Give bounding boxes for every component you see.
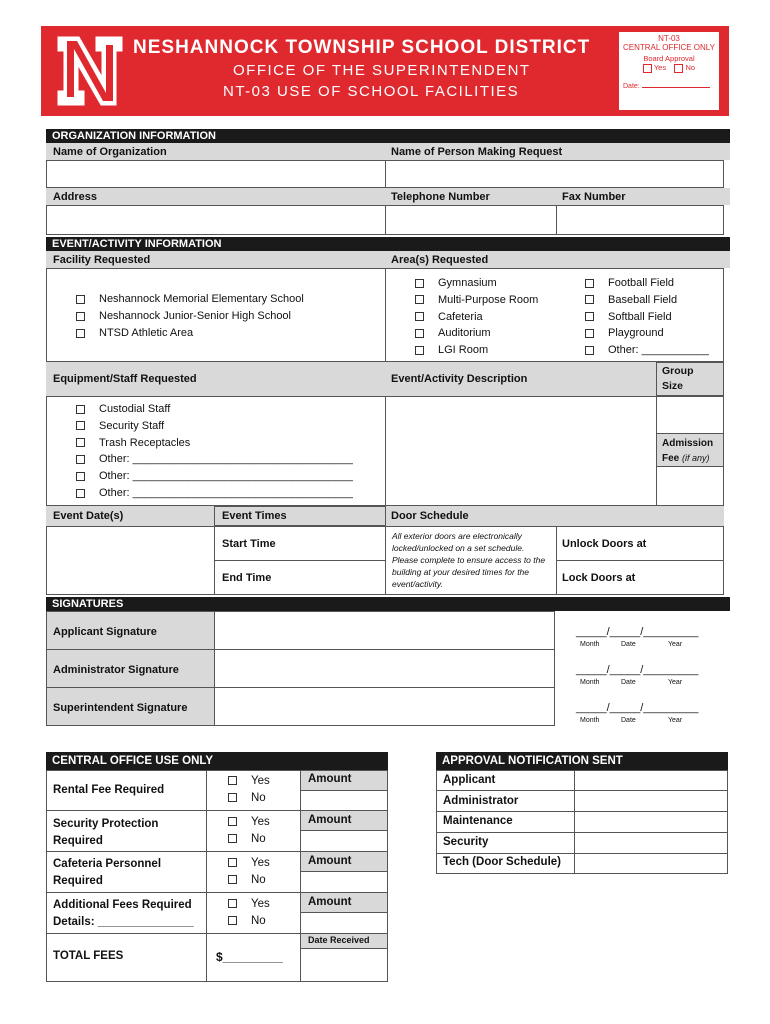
- areas-list-2: [585, 275, 709, 359]
- start-time-label: Start Time: [222, 538, 276, 550]
- central-row-label: Rental Fee Required: [53, 784, 165, 796]
- facility-label: Facility Requested: [53, 254, 151, 266]
- address-label-row: [46, 188, 730, 205]
- equipment-label: Equipment/Staff Requested: [53, 373, 197, 385]
- admission-label: [662, 437, 713, 466]
- facility-item[interactable]: [76, 325, 304, 342]
- checkbox-icon[interactable]: [76, 438, 85, 447]
- checkbox-icon[interactable]: [76, 295, 85, 304]
- area-item[interactable]: [415, 342, 538, 359]
- lock-doors-label: Lock Doors at: [562, 572, 636, 584]
- equipment-item-label: Other: ____________________________________: [99, 470, 353, 483]
- areas-label: Area(s) Requested: [391, 254, 489, 266]
- event-dates-label: Event Date(s): [53, 510, 124, 522]
- approval-table: [436, 752, 728, 874]
- checkbox-icon[interactable]: [585, 329, 594, 338]
- signature-date-line[interactable]: _____/_____/_________: [576, 626, 699, 638]
- unlock-doors-label: Unlock Doors at: [562, 538, 647, 550]
- checkbox-icon[interactable]: [228, 899, 237, 908]
- total-fees-field[interactable]: $_________: [216, 950, 283, 964]
- equipment-item-label: Other: ____________________________________: [99, 453, 353, 466]
- checkbox-icon[interactable]: [643, 64, 652, 73]
- checkbox-icon[interactable]: [228, 858, 237, 867]
- amount-label: Amount: [308, 814, 352, 826]
- door-note: All exterior doors are electronically locked/unlocked on a set schedule. Please complete to ensure access to the building at your desired times for the event/activity.: [392, 531, 546, 589]
- area-item-label: Gymnasium: [438, 277, 497, 289]
- no-option[interactable]: [228, 872, 270, 889]
- no-option[interactable]: [228, 913, 270, 930]
- signature-row: [46, 649, 730, 687]
- yes-label: Yes: [251, 775, 270, 787]
- header-banner: [41, 26, 729, 116]
- signatures-section-header: SIGNATURES: [46, 597, 730, 611]
- area-item-label: Auditorium: [438, 327, 491, 340]
- yes-option[interactable]: [228, 773, 270, 790]
- equipment-item-label: Custodial Staff: [99, 403, 171, 415]
- telephone-label: Telephone Number: [391, 191, 490, 203]
- checkbox-icon[interactable]: [228, 793, 237, 802]
- board-no: No: [685, 63, 696, 72]
- equipment-item-label: Other: ____________________________________: [99, 486, 353, 499]
- signature-date-line[interactable]: _____/_____/_________: [576, 702, 699, 714]
- checkbox-icon[interactable]: [76, 329, 85, 338]
- board-approval-options: [619, 63, 719, 73]
- yes-label: Yes: [251, 857, 270, 869]
- no-label: No: [251, 874, 266, 886]
- additional-options: [228, 896, 270, 930]
- area-item-label: Football Field: [608, 277, 675, 289]
- equipment-item[interactable]: [76, 418, 353, 435]
- rental-fee-options: [228, 773, 270, 807]
- checkbox-icon[interactable]: [415, 329, 424, 338]
- signature-field[interactable]: [214, 611, 555, 650]
- area-item-label: Playground: [608, 327, 664, 340]
- signature-label: Superintendent Signature: [53, 702, 188, 714]
- area-item[interactable]: [585, 309, 709, 326]
- signature-label: Applicant Signature: [53, 626, 157, 638]
- yes-option[interactable]: [228, 814, 270, 831]
- office-only-box: [619, 32, 719, 110]
- area-item[interactable]: [585, 325, 709, 342]
- org-name-field[interactable]: [46, 160, 386, 188]
- checkbox-icon[interactable]: [585, 346, 594, 355]
- checkbox-icon[interactable]: [76, 455, 85, 464]
- area-item[interactable]: [415, 275, 538, 292]
- area-item[interactable]: [585, 342, 709, 359]
- total-fees-label: TOTAL FEES: [53, 950, 124, 962]
- equipment-item-label: Trash Receptacles: [99, 436, 191, 449]
- yes-label: Yes: [251, 816, 270, 828]
- signature-row: [46, 687, 730, 725]
- office-title: OFFICE OF THE SUPERINTENDENT: [233, 62, 531, 79]
- logo: [55, 31, 125, 111]
- facility-item[interactable]: [76, 308, 304, 325]
- area-item-label: Multi-Purpose Room: [438, 293, 539, 306]
- checkbox-icon[interactable]: [585, 312, 594, 321]
- equipment-list: [76, 401, 353, 502]
- logo-n-icon: [55, 31, 125, 111]
- checkbox-icon[interactable]: [228, 916, 237, 925]
- event-section-header: EVENT/ACTIVITY INFORMATION: [46, 237, 730, 251]
- checkbox-icon[interactable]: [674, 64, 683, 73]
- central-office-table: [46, 752, 388, 982]
- central-section-header: CENTRAL OFFICE USE ONLY: [46, 752, 388, 770]
- area-item-label: Cafeteria: [438, 310, 483, 323]
- org-name-label: Name of Organization: [53, 146, 167, 158]
- year-label: Year: [668, 679, 683, 686]
- checkbox-icon[interactable]: [76, 489, 85, 498]
- no-option[interactable]: [228, 790, 270, 807]
- approval-row-label: Applicant: [443, 774, 496, 786]
- signature-date-line[interactable]: _____/_____/_________: [576, 664, 699, 676]
- equipment-item[interactable]: [76, 485, 353, 502]
- end-time-label: End Time: [222, 572, 272, 584]
- equipment-item[interactable]: [76, 468, 353, 485]
- checkbox-icon[interactable]: [76, 312, 85, 321]
- amount-label: Amount: [308, 855, 352, 867]
- equipment-item[interactable]: [76, 401, 353, 418]
- month-label: Month: [580, 679, 600, 686]
- date-label: Date: [621, 641, 636, 648]
- checkbox-icon[interactable]: [415, 279, 424, 288]
- board-approval: Board Approval: [643, 54, 695, 63]
- checkbox-icon[interactable]: [585, 295, 594, 304]
- checkbox-icon[interactable]: [415, 346, 424, 355]
- admission-field[interactable]: [656, 466, 724, 506]
- month-label: Month: [580, 717, 600, 724]
- event-times-label: Event Times: [222, 510, 287, 522]
- equipment-item[interactable]: [76, 451, 353, 468]
- checkbox-icon[interactable]: [228, 776, 237, 785]
- signature-label: Administrator Signature: [53, 664, 179, 676]
- security-options: [228, 814, 270, 848]
- area-item[interactable]: [415, 325, 538, 342]
- equipment-item-label: Security Staff: [99, 419, 165, 432]
- office-date-line: [623, 83, 719, 90]
- central-row-label: Additional Fees Required Details: _______________: [53, 899, 194, 928]
- yes-option[interactable]: [228, 896, 270, 913]
- fax-label: Fax Number: [562, 191, 626, 203]
- address-label: Address: [53, 191, 98, 203]
- fee-word: Fee: [662, 453, 680, 464]
- checkbox-icon[interactable]: [76, 405, 85, 414]
- office-only-title: CENTRAL OFFICE ONLY: [622, 43, 715, 52]
- signature-row: [46, 611, 730, 649]
- area-item-label: LGI Room: [438, 344, 489, 357]
- checkbox-icon[interactable]: [228, 817, 237, 826]
- cafeteria-options: [228, 855, 270, 889]
- facility-item-label: Neshannock Memorial Elementary School: [99, 293, 304, 305]
- fax-field[interactable]: [556, 205, 724, 235]
- event-dates-field[interactable]: [46, 526, 215, 595]
- facility-item-label: Neshannock Junior-Senior High School: [99, 310, 291, 322]
- year-label: Year: [668, 641, 683, 648]
- office-code: NT-03: [658, 34, 680, 43]
- district-title: NESHANNOCK TOWNSHIP SCHOOL DISTRICT: [133, 37, 591, 58]
- date-label: Date: [621, 717, 636, 724]
- amount-label: Amount: [308, 896, 352, 908]
- facility-list: [76, 291, 304, 342]
- approval-row-label: Security: [443, 836, 489, 848]
- year-label: Year: [668, 717, 683, 724]
- address-field[interactable]: [46, 205, 386, 235]
- no-option[interactable]: [228, 831, 270, 848]
- checkbox-icon[interactable]: [76, 421, 85, 430]
- equipment-item[interactable]: [76, 435, 353, 452]
- area-item-label: Other: ___________: [608, 344, 709, 357]
- office-date-label: Date:: [623, 82, 640, 90]
- yes-label: Yes: [251, 898, 270, 910]
- board-yes: Yes: [653, 63, 667, 72]
- approval-row-label: Tech (Door Schedule): [443, 856, 561, 868]
- no-label: No: [251, 833, 266, 845]
- checkbox-icon[interactable]: [76, 472, 85, 481]
- checkbox-icon[interactable]: [415, 295, 424, 304]
- amount-label: Amount: [308, 773, 352, 785]
- no-label: No: [251, 915, 266, 927]
- area-item[interactable]: [415, 292, 538, 309]
- area-item[interactable]: [415, 309, 538, 326]
- org-section-header: ORGANIZATION INFORMATION: [46, 129, 730, 143]
- central-row-label: Cafeteria Personnel Required: [53, 858, 162, 887]
- person-name-field[interactable]: [385, 160, 724, 188]
- no-label: No: [251, 792, 266, 804]
- approval-row-label: Administrator: [443, 795, 519, 807]
- facility-item[interactable]: [76, 291, 304, 308]
- date-label: Date: [621, 679, 636, 686]
- area-item-label: Baseball Field: [608, 293, 678, 306]
- area-item-label: Softball Field: [608, 310, 672, 323]
- checkbox-icon[interactable]: [228, 834, 237, 843]
- date-received-label: Date Received: [308, 935, 370, 945]
- group-size-label: Group Size: [662, 365, 694, 392]
- signature-field[interactable]: [214, 649, 555, 688]
- checkbox-icon[interactable]: [415, 312, 424, 321]
- door-schedule-label: Door Schedule: [391, 510, 469, 522]
- central-row-label: Security Protection Required: [53, 818, 159, 847]
- person-name-label: Name of Person Making Request: [391, 146, 563, 158]
- facility-item-label: NTSD Athletic Area: [99, 327, 194, 339]
- approval-row-label: Maintenance: [443, 815, 513, 827]
- checkbox-icon[interactable]: [585, 279, 594, 288]
- form-title: NT-03 USE OF SCHOOL FACILITIES: [223, 83, 520, 100]
- area-item[interactable]: [585, 292, 709, 309]
- group-size-field[interactable]: [656, 396, 724, 434]
- area-item[interactable]: [585, 275, 709, 292]
- description-field[interactable]: [385, 396, 657, 506]
- areas-list-1: [415, 275, 538, 359]
- if-any: (if any): [682, 453, 710, 463]
- month-label: Month: [580, 641, 600, 648]
- admission-word: Admission: [662, 438, 714, 449]
- yes-option[interactable]: [228, 855, 270, 872]
- checkbox-icon[interactable]: [228, 875, 237, 884]
- description-label: Event/Activity Description: [391, 373, 528, 385]
- telephone-field[interactable]: [385, 205, 557, 235]
- signature-field[interactable]: [214, 687, 555, 726]
- approval-section-header: APPROVAL NOTIFICATION SENT: [436, 752, 728, 770]
